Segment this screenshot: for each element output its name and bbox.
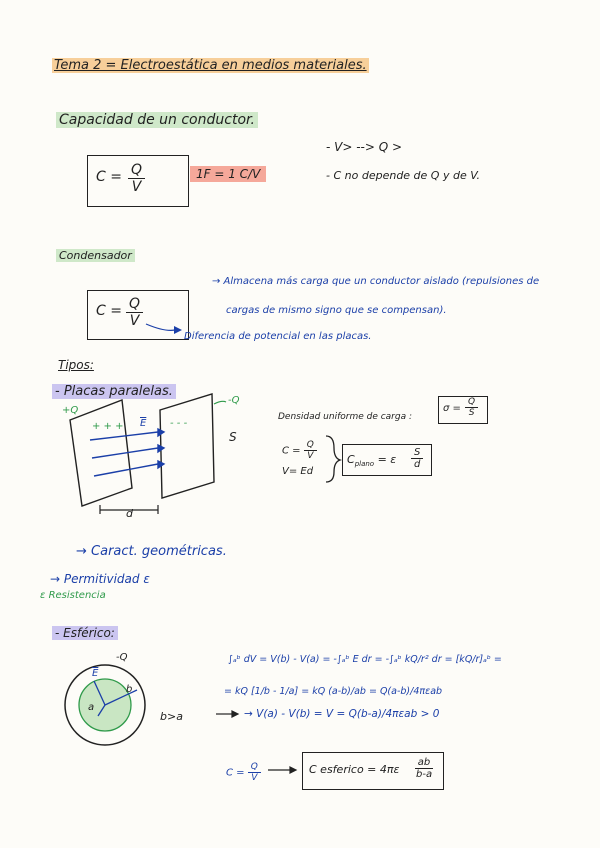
numerator: Q [126, 296, 143, 313]
section-heading-capacidad: Capacidad de un conductor. [56, 112, 258, 128]
section-heading-tipos: Tipos: [58, 358, 94, 372]
note-potential-difference: Diferencia de potencial en las placas. [184, 331, 372, 342]
sigma-lhs: σ = [443, 403, 461, 414]
label-plus-q: +Q [62, 405, 79, 416]
sphere-label-b: b [126, 684, 133, 695]
note-caract: → Caract. geométricas. [76, 544, 227, 559]
note-independence: - C no depende de Q y de V. [326, 169, 480, 182]
sphere-label-a: a [88, 702, 95, 713]
formula-lhs: C = [96, 303, 122, 319]
note-permit: → Permitividad ε [50, 572, 150, 586]
formula-lhs: C = [96, 169, 122, 185]
label-plus-signs: + + + [92, 421, 124, 432]
condensador-formula-box [87, 290, 189, 340]
farad-unit: 1F = 1 C/V [190, 167, 266, 181]
sigma-fraction [465, 397, 478, 418]
note-almacena-cont: cargas de mismo signo que se compensan). [226, 305, 447, 316]
note-voltage-charge: - V> --> Q > [326, 140, 403, 154]
sphere-e-field: $\overline{E}$ [92, 668, 99, 679]
sigma-formula-box [438, 396, 488, 424]
label-minus-signs: - - - [170, 418, 188, 429]
cplano-fraction [411, 447, 423, 470]
page-title: Tema 2 = Electroestática en medios materiales. [54, 58, 367, 73]
denominator: V [129, 313, 140, 329]
density-label: Densidad uniforme de carga : [278, 412, 413, 422]
formula-fraction [128, 162, 145, 195]
eq-integral: ∫ₐᵇ dV = V(b) - V(a) = -∫ₐᵇ E dr = -∫ₐᵇ kQ/r² dr = [kQ/r]ₐᵇ = [228, 654, 502, 665]
cplano-lhs: $C_{plano} = \varepsilon$ [347, 453, 397, 469]
condition-b-gt-a: b>a [160, 710, 183, 723]
formula-fraction [126, 296, 143, 329]
capacity-formula-box [87, 155, 189, 207]
label-e-field: $\overline{E}$ [140, 418, 147, 429]
label-distance: d [126, 507, 133, 520]
result-lhs: C esferico = 4πε [309, 763, 400, 776]
label-minus-q: -Q [228, 395, 240, 406]
right-plate [160, 394, 214, 498]
numerator: Q [128, 162, 145, 179]
field-arrows [90, 429, 164, 476]
system-brace [326, 436, 340, 482]
eq-potential-difference: → V(a) - V(b) = V = Q(b-a)/4πεab > 0 [244, 708, 440, 720]
denominator: b-a [416, 769, 433, 780]
note-resistencia: ε Resistencia [40, 590, 106, 601]
plate-c-formula: C = $\frac{Q}{V}$ [282, 440, 317, 461]
denominator: V [131, 179, 142, 195]
sphere-c-formula: C = $\frac{Q}{V}$ [226, 762, 261, 783]
section-heading-condensador: Condensador [56, 249, 135, 262]
section-heading-placas: - Placas paralelas. [52, 384, 176, 399]
numerator: Q [465, 397, 478, 408]
cplano-formula-box [342, 444, 432, 476]
denominator: S [468, 408, 475, 418]
result-fraction [413, 757, 435, 780]
label-area: S [229, 430, 237, 444]
sphere-minus-q: -Q [116, 652, 128, 663]
note-almacena: → Almacena más carga que un conductor aislado (repulsiones de [212, 276, 540, 287]
numerator: S [411, 447, 423, 459]
plate-v-formula: V= Ed [282, 466, 314, 477]
section-heading-esferico: - Esférico: [52, 626, 118, 640]
spherical-result-box [302, 752, 444, 790]
eq-expansion: = kQ [1/b - 1/a] = kQ (a-b)/ab = Q(a-b)/4πεab [224, 686, 443, 697]
denominator: d [414, 459, 421, 470]
numerator: ab [415, 757, 433, 769]
